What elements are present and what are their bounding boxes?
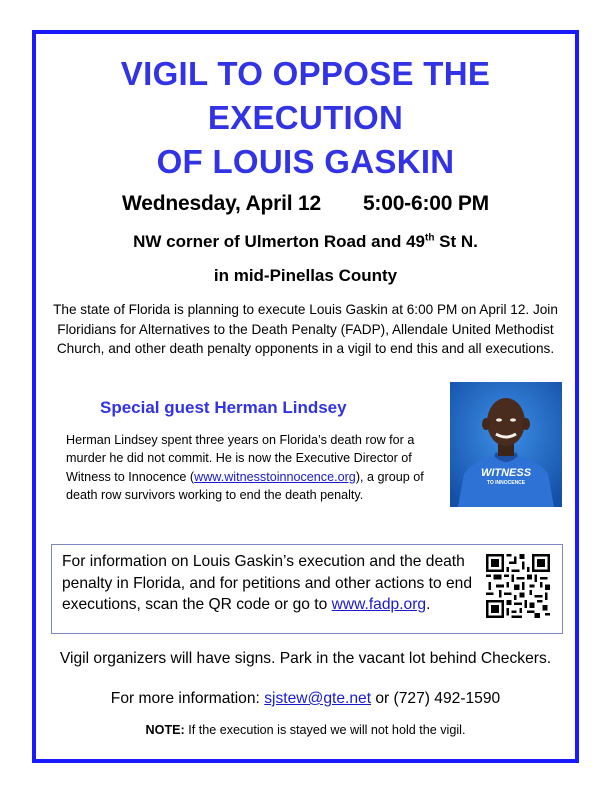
title-line-1: VIGIL TO OPPOSE THE xyxy=(120,55,491,92)
event-time: 5:00-6:00 PM xyxy=(362,192,489,215)
witness-to-innocence-link[interactable]: www.witnesstoinnocence.org xyxy=(194,469,356,484)
event-date: Wednesday, April 12 xyxy=(122,192,321,215)
qr-code-icon[interactable] xyxy=(486,554,550,618)
shirt-logo-subtext: TO INNOCENCE xyxy=(486,480,526,486)
signs-and-parking: Vigil organizers will have signs. Park in the vacant lot behind Checkers. xyxy=(59,650,552,667)
email-link[interactable]: sjstew@gte.net xyxy=(264,690,372,707)
guest-heading: Special guest Herman Lindsey xyxy=(100,398,347,417)
intro-paragraph: The state of Florida is planning to execute Louis Gaskin at 6:00 PM on April 12. Join Floridians for Alternatives to the Death Penalty (FADP), Allendale United Methodist Church, and other death penalty opponents in a vigil to end this and all executions. xyxy=(53,302,558,356)
note-label: NOTE: xyxy=(145,723,185,737)
guest-bio: Herman Lindsey spent three years on Florida’s death row for a murder he did not commit. He is now the Executive Director of Witness to Innocence (www.witnesstoinnocence.org), a group of death row survivors working to end the death penalty. xyxy=(66,433,424,502)
title-line-2: EXECUTION xyxy=(207,99,404,136)
title-line-3: OF LOUIS GASKIN xyxy=(156,143,455,180)
date-time-line xyxy=(32,192,579,216)
location-line-2: in mid-Pinellas County xyxy=(213,266,398,285)
location-line-1: NW corner of Ulmerton Road and 49th St N. xyxy=(133,232,478,251)
note-line: NOTE: If the execution is stayed we will not hold the vigil. xyxy=(145,723,466,737)
info-box-text: For information on Louis Gaskin’s execution and the death penalty in Florida, and for petitions and other actions to end executions, scan the QR code or go to www.fadp.org. xyxy=(62,553,473,613)
contact-line: For more information: sjstew@gte.net or (727) 492-1590 xyxy=(110,690,501,707)
fadp-link[interactable]: www.fadp.org xyxy=(331,596,427,613)
guest-photo xyxy=(450,382,562,507)
shirt-logo-text: WITNESS xyxy=(480,467,532,479)
